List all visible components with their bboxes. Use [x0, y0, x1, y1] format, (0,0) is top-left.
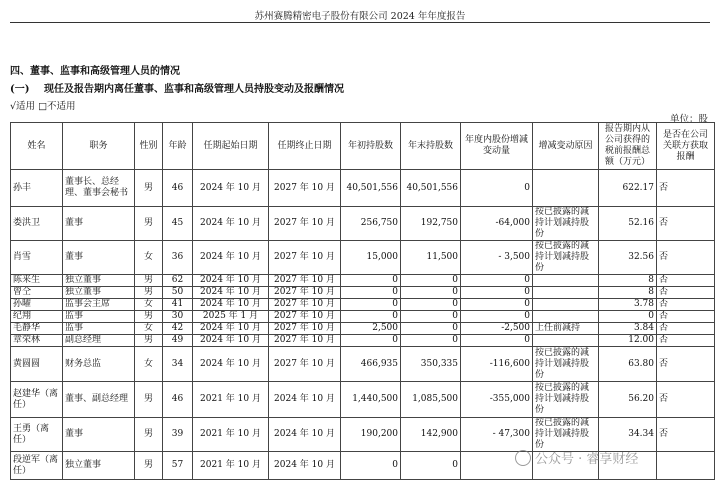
table-cell: 男 — [135, 311, 163, 323]
table-row — [11, 418, 715, 452]
table-cell: 2024 年 10 月 — [193, 347, 269, 382]
table-cell: 2024 年 10 月 — [193, 170, 269, 207]
table-cell — [533, 275, 599, 287]
table-cell: 独立董事 — [63, 275, 135, 287]
table-cell: 0 — [341, 287, 401, 299]
table-cell: 2027 年 10 月 — [269, 207, 341, 241]
table-cell: 2021 年 10 月 — [193, 382, 269, 418]
table-cell: - 47,300 — [461, 418, 533, 452]
table-cell: 2021 年 10 月 — [193, 452, 269, 480]
table-cell: 2027 年 10 月 — [269, 335, 341, 347]
table-cell — [657, 452, 715, 480]
header-cell: 是否在公司关联方获取报酬 — [657, 123, 715, 170]
table-cell: 监事会主席 — [63, 299, 135, 311]
table-cell: 50 — [163, 287, 193, 299]
subsection-text: 现任及报告期内离任董事、监事和高级管理人员持股变动及报酬情况 — [44, 84, 344, 95]
table-cell: 按已披露的减持计划减持股份 — [533, 241, 599, 275]
table-row — [11, 299, 715, 311]
table-cell: 2027 年 10 月 — [269, 241, 341, 275]
table-cell: 独立董事 — [63, 452, 135, 480]
header-cell: 姓名 — [11, 123, 63, 170]
table-cell: 副总经理 — [63, 335, 135, 347]
table-cell: 0 — [461, 311, 533, 323]
table-cell: 监事 — [63, 323, 135, 335]
header-cell: 任期起始日期 — [193, 123, 269, 170]
table-cell: 0 — [401, 311, 461, 323]
table-row — [11, 207, 715, 241]
table-cell: 否 — [657, 287, 715, 299]
table-cell: 否 — [657, 347, 715, 382]
table-cell: -355,000 — [461, 382, 533, 418]
applicability-note: √适用 □不适用 — [10, 101, 76, 112]
table-cell: 男 — [135, 275, 163, 287]
table-cell: 否 — [657, 170, 715, 207]
unit-label: 单位：股 — [669, 114, 708, 125]
table-cell: 2024 年 10 月 — [193, 207, 269, 241]
table-row — [11, 347, 715, 382]
table-cell: 0 — [401, 335, 461, 347]
table-cell: 46 — [163, 170, 193, 207]
table-cell: 2027 年 10 月 — [269, 347, 341, 382]
table-cell: 纪翔 — [11, 311, 63, 323]
table-cell: 否 — [657, 418, 715, 452]
table-cell: -2,500 — [461, 323, 533, 335]
header-cell: 报告期内从公司获得的税前报酬总额（万元） — [599, 123, 657, 170]
table-cell: 0 — [461, 335, 533, 347]
table-cell: 2027 年 10 月 — [269, 323, 341, 335]
table-cell: 0 — [401, 275, 461, 287]
table-cell — [533, 299, 599, 311]
table-cell: 男 — [135, 382, 163, 418]
table-cell: 0 — [461, 287, 533, 299]
table-cell: 按已披露的减持计划减持股份 — [533, 382, 599, 418]
table-cell: 46 — [163, 382, 193, 418]
table-cell: 女 — [135, 323, 163, 335]
header-cell: 增减变动原因 — [533, 123, 599, 170]
table-row — [11, 323, 715, 335]
table-cell: 女 — [135, 299, 163, 311]
table-cell: 上任前减持 — [533, 323, 599, 335]
table-cell: 190,200 — [341, 418, 401, 452]
table-cell: 34 — [163, 347, 193, 382]
table-cell: 否 — [657, 207, 715, 241]
table-cell: 2024 年 10 月 — [269, 418, 341, 452]
table-cell: 独立董事 — [63, 287, 135, 299]
table-cell: 0 — [461, 299, 533, 311]
table-cell: 娄洪卫 — [11, 207, 63, 241]
table-cell: 49 — [163, 335, 193, 347]
table-cell: 2,500 — [341, 323, 401, 335]
table-cell — [533, 287, 599, 299]
table-cell: 女 — [135, 347, 163, 382]
table-cell: 按已披露的减持计划减持股份 — [533, 207, 599, 241]
table-cell: 孙曜 — [11, 299, 63, 311]
table-row — [11, 382, 715, 418]
table-cell: 39 — [163, 418, 193, 452]
table-cell: 0 — [341, 335, 401, 347]
table-cell: 曾仝 — [11, 287, 63, 299]
table-cell — [533, 170, 599, 207]
table-cell: 41 — [163, 299, 193, 311]
header-cell: 年末持股数 — [401, 123, 461, 170]
subsection-number: (一) — [10, 84, 30, 95]
table-cell: 34.34 — [599, 418, 657, 452]
table-cell: 62 — [163, 275, 193, 287]
table-cell: 男 — [135, 452, 163, 480]
table-cell: 0 — [599, 311, 657, 323]
table-cell: 0 — [401, 452, 461, 480]
table-header-row — [11, 123, 715, 170]
table-cell: 30 — [163, 311, 193, 323]
table-cell: 0 — [461, 275, 533, 287]
table-cell: 2027 年 10 月 — [269, 299, 341, 311]
table-cell: 52.16 — [599, 207, 657, 241]
table-cell: 0 — [341, 452, 401, 480]
table-cell: 2027 年 10 月 — [269, 170, 341, 207]
table-cell: - 3,500 — [461, 241, 533, 275]
table-cell: 否 — [657, 241, 715, 275]
header-cell: 性别 — [135, 123, 163, 170]
table-cell: 段逆军（离任） — [11, 452, 63, 480]
table-cell: 2027 年 10 月 — [269, 311, 341, 323]
table-cell: 2024 年 10 月 — [269, 382, 341, 418]
table-cell: 0 — [341, 299, 401, 311]
table-cell: 2027 年 10 月 — [269, 275, 341, 287]
table-cell: 0 — [401, 299, 461, 311]
table-cell: -64,000 — [461, 207, 533, 241]
table-cell: 40,501,556 — [341, 170, 401, 207]
table-cell: 3.84 — [599, 323, 657, 335]
table-cell: 肖雪 — [11, 241, 63, 275]
table-cell: 0 — [341, 275, 401, 287]
table-cell: 董事 — [63, 241, 135, 275]
table-cell: 8 — [599, 275, 657, 287]
table-cell: 男 — [135, 170, 163, 207]
table-cell: 12.00 — [599, 335, 657, 347]
table-cell: 256,750 — [341, 207, 401, 241]
table-cell: 否 — [657, 382, 715, 418]
table-cell: 否 — [657, 323, 715, 335]
table-cell: 32.56 — [599, 241, 657, 275]
table-cell: 40,501,556 — [401, 170, 461, 207]
table-cell: 陈来生 — [11, 275, 63, 287]
table-cell: 赵建华（离任） — [11, 382, 63, 418]
subsection-title — [10, 80, 344, 95]
header-cell: 任期终止日期 — [269, 123, 341, 170]
table-cell: 男 — [135, 418, 163, 452]
table-cell — [533, 335, 599, 347]
table-row — [11, 311, 715, 323]
table-cell: 董事、副总经理 — [63, 382, 135, 418]
table-cell: 0 — [401, 323, 461, 335]
table-row — [11, 241, 715, 275]
table-cell: 男 — [135, 335, 163, 347]
table-cell: 男 — [135, 207, 163, 241]
table-cell: 0 — [341, 311, 401, 323]
table-cell: 0 — [461, 170, 533, 207]
table-cell: 56.20 — [599, 382, 657, 418]
table-cell: 2021 年 10 月 — [193, 418, 269, 452]
watermark-text: 公众号 · 睿享财经 — [535, 452, 639, 467]
table-cell: 466,935 — [341, 347, 401, 382]
table-cell: 0 — [401, 287, 461, 299]
table-row — [11, 287, 715, 299]
table-cell: 11,500 — [401, 241, 461, 275]
table-cell: 财务总监 — [63, 347, 135, 382]
table-cell: 63.80 — [599, 347, 657, 382]
table-cell: 42 — [163, 323, 193, 335]
shareholding-table — [10, 122, 715, 480]
table-cell: 监事 — [63, 311, 135, 323]
table-cell: 2024 年 10 月 — [193, 299, 269, 311]
table-row — [11, 275, 715, 287]
table-cell: -116,600 — [461, 347, 533, 382]
table-cell: 毛静华 — [11, 323, 63, 335]
table-cell: 王勇（离任） — [11, 418, 63, 452]
header-divider — [10, 22, 710, 23]
table-cell: 192,750 — [401, 207, 461, 241]
table-cell: 孙丰 — [11, 170, 63, 207]
table-cell: 45 — [163, 207, 193, 241]
table-cell: 否 — [657, 299, 715, 311]
table-cell: 2024 年 10 月 — [193, 241, 269, 275]
table-cell: 董事 — [63, 418, 135, 452]
table-cell: 36 — [163, 241, 193, 275]
table-cell: 8 — [599, 287, 657, 299]
table-cell: 350,335 — [401, 347, 461, 382]
table-cell: 2024 年 10 月 — [193, 275, 269, 287]
table-cell: 2024 年 10 月 — [269, 452, 341, 480]
watermark — [515, 448, 638, 467]
wechat-icon — [515, 450, 531, 466]
report-header: 苏州赛腾精密电子股份有限公司 2024 年年度报告 — [254, 11, 466, 22]
table-cell: 142,900 — [401, 418, 461, 452]
table-cell: 2025 年 1 月 — [193, 311, 269, 323]
table-cell: 男 — [135, 287, 163, 299]
header-cell: 职务 — [63, 123, 135, 170]
table-cell: 1,085,500 — [401, 382, 461, 418]
table-cell: 董事长、总经理、董事会秘书 — [63, 170, 135, 207]
header-cell: 年度内股份增减变动量 — [461, 123, 533, 170]
header-cell: 年龄 — [163, 123, 193, 170]
table-cell: 否 — [657, 335, 715, 347]
table-cell: 章荣林 — [11, 335, 63, 347]
table-cell: 董事 — [63, 207, 135, 241]
table-cell: 按已披露的减持计划减持股份 — [533, 347, 599, 382]
table-cell: 2024 年 10 月 — [193, 335, 269, 347]
table-row — [11, 170, 715, 207]
table-cell: 57 — [163, 452, 193, 480]
section-title: 四、董事、监事和高级管理人员的情况 — [10, 66, 180, 77]
table-cell: 否 — [657, 311, 715, 323]
table-cell: 按已披露的减持计划减持股份 — [533, 418, 599, 452]
table-cell: 2024 年 10 月 — [193, 323, 269, 335]
table-cell: 3.78 — [599, 299, 657, 311]
table-cell — [533, 311, 599, 323]
table-cell: 622.17 — [599, 170, 657, 207]
table-row — [11, 335, 715, 347]
table-cell: 黄圆圆 — [11, 347, 63, 382]
header-cell: 年初持股数 — [341, 123, 401, 170]
table-cell: 否 — [657, 275, 715, 287]
table-cell: 2027 年 10 月 — [269, 287, 341, 299]
table-cell: 15,000 — [341, 241, 401, 275]
table-cell: 女 — [135, 241, 163, 275]
table-cell: 1,440,500 — [341, 382, 401, 418]
table-cell: 2024 年 10 月 — [193, 287, 269, 299]
